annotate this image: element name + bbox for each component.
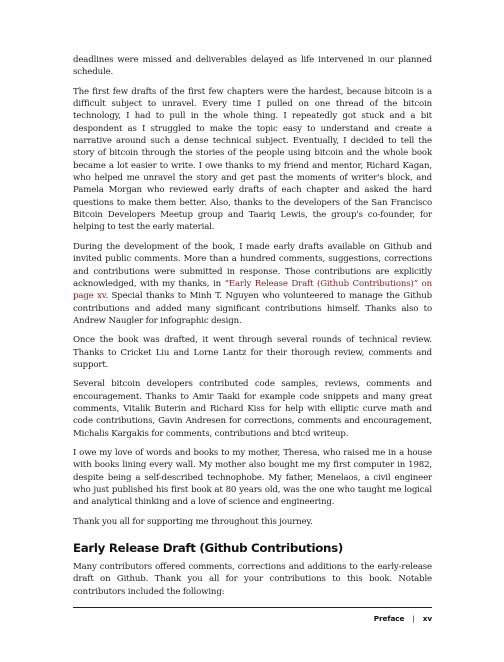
paragraph-text: During the development of the book, I made early drafts available on Github and invited public comments. More than a hundred comments, suggestions, corrections and contributions were submitted in response. Those contributions are explicitly acknowledged, with my thanks, in (73, 241, 432, 289)
cross-reference-link[interactable]: “Early Release Draft (Github Contributions)” on page xv (73, 278, 432, 302)
section-heading: Early Release Draft (Github Contributions) (73, 541, 343, 556)
paragraph-first-drafts: The first few drafts of the first few chapters were the hardest, because bitcoin is a difficult subject to unravel. Every time I pulled on one thread of the bitcoin technology, I had to pull in the whole thing. I repeatedly got stuck and a bit despondent as I struggled to make the topic easy to understand and create a narrative around such a dense technical subject. Eventually, I decided to tell the story of bitcoin through the stories of the people using bitcoin and the whole book became a lot easier to write. I owe thanks to my friend and mentor, Richard Kagan, who helped me unravel the story and get past the moments of writer's block, and Pamela Morgan who reviewed early drafts of each chapter and asked the hard questions to make them better. Also, thanks to the developers of the San Francisco Bitcoin Developers Meetup group and Taariq Lewis, the group's co-founder, for helping to test the early material. (73, 86, 432, 233)
footer-rule (73, 607, 432, 608)
page-footer (374, 614, 432, 623)
page-body (73, 54, 432, 605)
paragraph-family: I owe my love of words and books to my mother, Theresa, who raised me in a house with books lining every wall. My mother also bought me my first computer in 1982, despite being a self-described technophobe. My father, Menelaos, a civil engineer who just published his first book at 80 years old, was the one who taught me logical and analytical thinking and a love of science and engineering. (73, 447, 432, 508)
footer-separator: | (412, 614, 415, 623)
footer-section-name: Preface (373, 614, 405, 623)
paragraph-developers: Several bitcoin developers contributed code samples, reviews, comments and encouragement. Thanks to Amir Taaki for example code snippets and many great comments, Vitalik Buterin and Richard Kiss for help with elliptic curve math and code contributions, Gavin Andresen for corrections, comments and encouragement, Michalis Kargakis for comments, contributions and btcd writeup. (73, 379, 432, 439)
section-paragraph: Many contributors offered comments, corrections and additions to the early-release draft on Github. Thank you all for your contributions to this book. Notable contributors included the following: (73, 562, 432, 597)
paragraph-text: . Special thanks to Minh T. Nguyen who volunteered to manage the Github contributions and added many significant contributions himself. Thanks also to Andrew Naugler for infographic design. (73, 291, 432, 326)
paragraph-schedule-ending: deadlines were missed and deliverables delayed as life intervened in our planned schedule. (73, 55, 432, 78)
paragraph-github-drafts (73, 241, 432, 327)
paragraph-technical-review: Once the book was drafted, it went through several rounds of technical review. Thanks to Cricket Liu and Lorne Lantz for their thorough review, comments and support. (73, 335, 432, 370)
page-number: xv (422, 614, 432, 623)
paragraph-thanks: Thank you all for supporting me throughout this journey. (73, 516, 313, 527)
